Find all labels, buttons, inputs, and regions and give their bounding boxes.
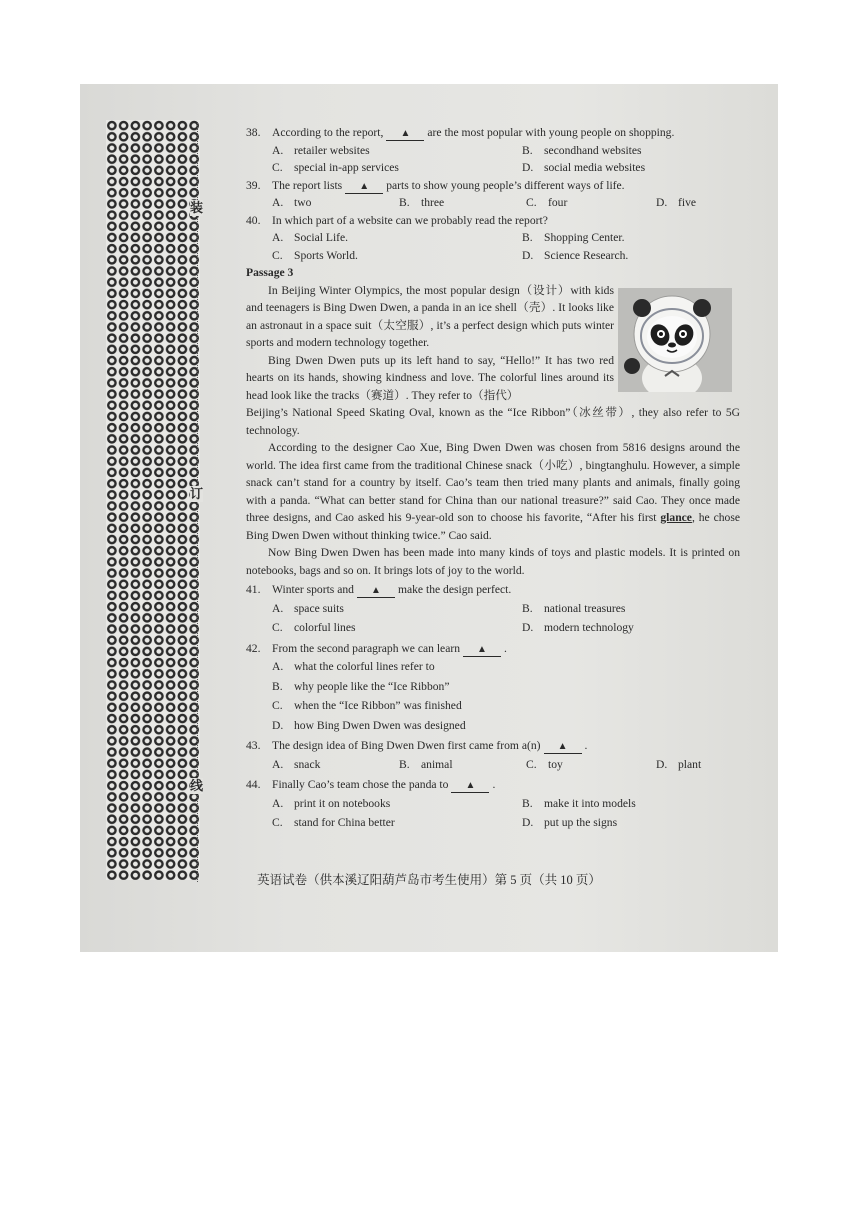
option-d: D. social media websites (522, 161, 646, 174)
passage-paragraph-1: In Beijing Winter Olympics, the most popular design（设计）with kids and teenagers is Bing Dwen Dwen, a panda in an ice shell（壳）. It looks like an astronaut in a space suit（太空服）, it’s a perfect design which puts winter sports and modern technology together. (246, 283, 614, 349)
question-42-options (246, 657, 740, 735)
option-b: B. national treasures (522, 601, 626, 615)
option-c: C. four (526, 196, 568, 209)
question-40-options (246, 229, 740, 264)
binding-char-ding: 订 (190, 486, 204, 501)
option-a: A. snack (272, 757, 321, 771)
question-41-options (246, 599, 740, 638)
question-43-options (246, 755, 740, 775)
option-b: B. secondhand websites (522, 143, 642, 157)
option-d: D. modern technology (522, 621, 634, 634)
answer-blank: ▲ (451, 780, 489, 793)
option-d: D. five (656, 196, 697, 209)
option-b: B. animal (399, 757, 453, 771)
bing-dwen-dwen-illustration (618, 288, 732, 392)
answer-blank: ▲ (544, 741, 582, 754)
option-c: C. Sports World. (272, 248, 358, 262)
passage-paragraph-2-cont: Beijing’s National Speed Skating Oval, known as the “Ice Ribbon”（冰丝带）, they also refer to 5G technology. (246, 406, 740, 437)
question-39-options (246, 194, 740, 212)
exam-content (246, 124, 740, 833)
option-a: A. space suits (272, 601, 344, 615)
option-c: C. toy (526, 757, 563, 771)
exam-page-photo (80, 84, 778, 952)
question-39: 39. The report lists ▲ parts to show young people’s different ways of life. (246, 178, 625, 192)
binding-char-zhuang: 装 (190, 200, 204, 215)
passage-title: Passage 3 (246, 266, 294, 279)
question-42: 42. From the second paragraph we can learn ▲ . (246, 641, 507, 655)
option-d: D. put up the signs (522, 816, 618, 829)
question-41: 41. Winter sports and ▲ make the design perfect. (246, 583, 512, 596)
answer-blank: ▲ (386, 128, 424, 141)
underlined-word: glance (660, 511, 692, 524)
answer-blank: ▲ (463, 644, 501, 657)
page-footer: 英语试卷（供本溪辽阳葫芦岛市考生使用）第 5 页（共 10 页） (257, 873, 601, 887)
binding-margin-pattern (106, 120, 200, 880)
option-d: D. how Bing Dwen Dwen was designed (272, 718, 466, 732)
option-c: C. colorful lines (272, 621, 356, 634)
option-a: A. what the colorful lines refer to (272, 660, 435, 673)
binding-dotted-line (197, 122, 198, 882)
passage-paragraph-3: According to the designer Cao Xue, Bing Dwen Dwen was chosen from 5816 designs around the world. The idea first came from the traditional Chinese snack（小吃）, bingtanghulu. However, a simple snack can’t stand for a country by itself. Cao’s team then tried many plants and animals, finally going with a panda. “What can better stand for China than our national treasure?” said Cao. They once made three designs, and Cao asked his 9-year-old son to choose his favorite, “After his first glance, he chose Bing Dwen Dwen without thinking twice.” Cao said. (246, 441, 740, 542)
option-b: B. three (399, 196, 445, 209)
question-38-options (246, 142, 740, 177)
option-c: C. stand for China better (272, 816, 395, 829)
option-b: B. why people like the “Ice Ribbon” (272, 679, 450, 693)
option-d: D. Science Research. (522, 248, 629, 262)
option-a: A. retailer websites (272, 143, 370, 157)
option-c: C. when the “Ice Ribbon” was finished (272, 699, 462, 712)
option-b: B. make it into models (522, 796, 636, 810)
question-38: 38. According to the report, ▲ are the most popular with young people on shopping. (246, 126, 675, 139)
question-44-options (246, 794, 740, 833)
question-43: 43. The design idea of Bing Dwen Dwen first came from a(n) ▲ . (246, 739, 588, 752)
option-a: A. two (272, 196, 312, 209)
option-a: A. Social Life. (272, 231, 349, 244)
bing-dwen-dwen-image (618, 288, 732, 392)
option-b: B. Shopping Center. (522, 231, 625, 244)
option-a: A. print it on notebooks (272, 796, 391, 810)
binding-char-xian: 线 (190, 778, 204, 793)
answer-blank: ▲ (345, 181, 383, 194)
passage-paragraph-2: Bing Dwen Dwen puts up its left hand to say, “Hello!” It has two red hearts on its hands, showing kindness and love. The colorful lines around its head look like the tracks（赛道）. They refer to（指代） (246, 353, 614, 402)
question-40: 40. In which part of a website can we probably read the report? (246, 213, 548, 227)
option-c: C. special in-app services (272, 161, 399, 174)
passage-paragraph-4: Now Bing Dwen Dwen has been made into many kinds of toys and plastic models. It is printed on notebooks, bags and so on. It brings lots of joy to the world. (246, 546, 740, 577)
question-44: 44. Finally Cao’s team chose the panda to ▲ . (246, 778, 496, 791)
answer-blank: ▲ (357, 585, 395, 598)
option-d: D. plant (656, 757, 702, 771)
